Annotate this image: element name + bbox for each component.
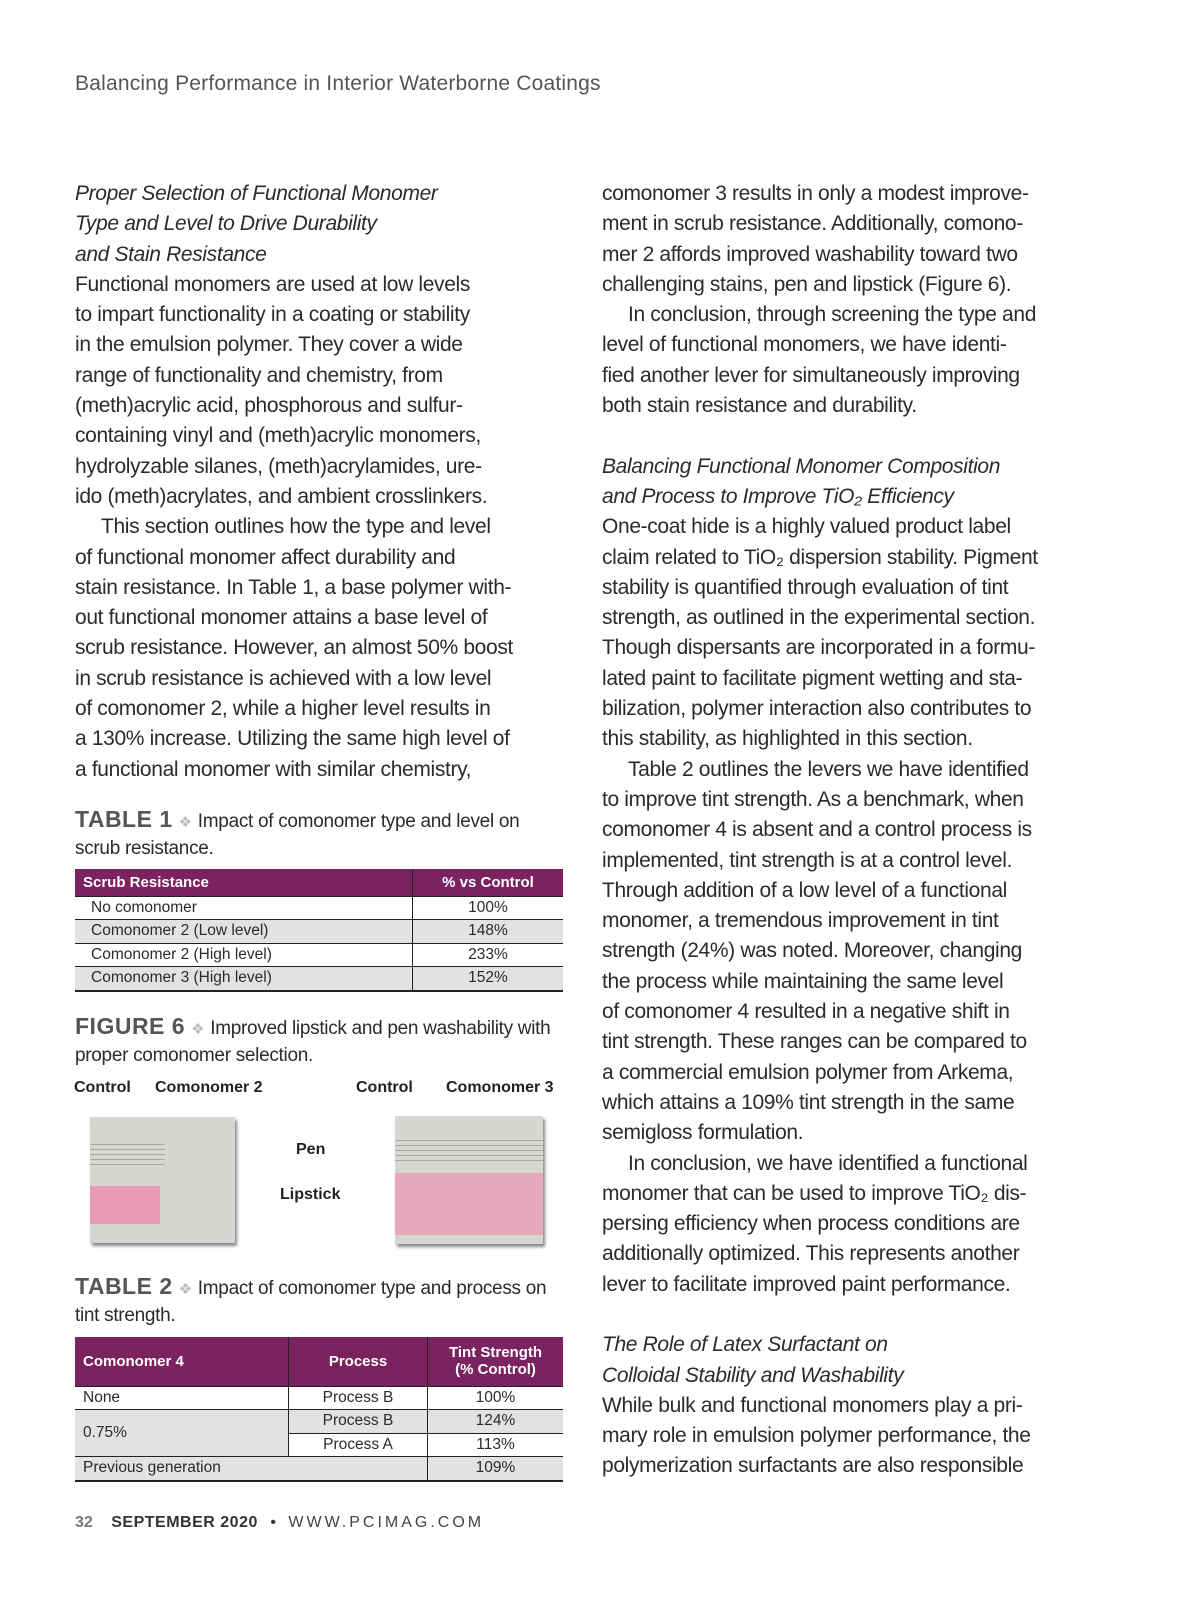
body-text-line: monomer, a tremendous improvement in tint	[602, 909, 999, 933]
body-text-line: mary role in emulsion polymer performance, the	[602, 1424, 1031, 1448]
body-text-line: a commercial emulsion polymer from Arkema,	[602, 1060, 1014, 1084]
body-text-line: persing efficiency when process conditions are	[602, 1212, 1020, 1236]
issue-date: SEPTEMBER 2020	[111, 1514, 258, 1531]
body-text-line: Table 2 outlines the levers we have identified	[628, 757, 1029, 781]
section-heading-line: Colloidal Stability and Washability	[602, 1363, 904, 1387]
table2-header: Comonomer 4	[75, 1337, 289, 1386]
table-row: Comonomer 2 (High level) 233%	[75, 943, 563, 967]
figure6-caption: FIGURE 6 ❖ Improved lipstick and pen washability with proper comonomer selection.	[75, 1013, 551, 1066]
table1	[75, 869, 563, 992]
body-text-line: additionally optimized. This represents another	[602, 1242, 1020, 1266]
body-text-line: Though dispersants are incorporated in a formu-	[602, 636, 1035, 660]
body-text-line: range of functionality and chemistry, from	[75, 363, 443, 387]
right-column	[602, 179, 1092, 1482]
body-text-line: challenging stains, pen and lipstick (Figure 6).	[602, 272, 1012, 296]
section-heading-line: Balancing Functional Monomer Composition	[602, 454, 1001, 478]
stain-test-panel-comonomer3	[395, 1116, 543, 1244]
figure-row-label: Lipstick	[280, 1186, 341, 1203]
body-text-line: This section outlines how the type and level	[101, 515, 491, 539]
figure-label: Control	[74, 1079, 131, 1096]
section-heading-line: and Process to Improve TiO₂ Efficiency	[602, 484, 954, 508]
table2-caption: TABLE 2 ❖ Impact of comonomer type and process on tint strength.	[75, 1273, 547, 1326]
table2-label: TABLE 2	[75, 1273, 173, 1299]
page-number: 32	[75, 1514, 93, 1531]
body-text-line: of comonomer 2, while a higher level results in	[75, 697, 491, 721]
body-text-line: mer 2 affords improved washability toward two	[602, 242, 1018, 266]
body-text-line: scrub resistance. However, an almost 50% boost	[75, 636, 513, 660]
body-text-line: One-coat hide is a highly valued product label	[602, 515, 1011, 539]
body-text-line: this stability, as highlighted in this section.	[602, 727, 973, 751]
table1-label: TABLE 1	[75, 806, 173, 832]
table1-caption: TABLE 1 ❖ Impact of comonomer type and level on scrub resistance.	[75, 806, 520, 859]
body-text-line: semigloss formulation.	[602, 1121, 804, 1145]
diamond-icon: ❖	[178, 1281, 192, 1298]
body-text-line: both stain resistance and durability.	[602, 394, 917, 418]
body-text-line: fied another lever for simultaneously improving	[602, 363, 1020, 387]
figure6-label: FIGURE 6	[75, 1013, 186, 1039]
body-text-line: While bulk and functional monomers play a pri-	[602, 1393, 1023, 1417]
body-text-line: in the emulsion polymer. They cover a wide	[75, 333, 463, 357]
left-column	[75, 179, 565, 785]
body-text-line	[602, 1300, 1092, 1330]
body-text-line: hydrolyzable silanes, (meth)acrylamides, ure-	[75, 454, 482, 478]
figure-label: Control	[356, 1079, 413, 1096]
body-text-line: in scrub resistance is achieved with a low level	[75, 666, 492, 690]
stain-test-panel-comonomer2	[90, 1117, 235, 1243]
body-text-line: ment in scrub resistance. Additionally, comono-	[602, 212, 1023, 236]
table-row: Comonomer 3 (High level) 152%	[75, 967, 563, 991]
body-text-line: lever to facilitate improved paint performance.	[602, 1272, 1011, 1296]
table1-header: % vs Control	[413, 869, 564, 896]
body-text-line: to impart functionality in a coating or stability	[75, 303, 470, 327]
body-text-line: of functional monomer affect durability and	[75, 545, 456, 569]
body-text-line	[602, 421, 1092, 451]
table-row: Comonomer 2 (Low level) 148%	[75, 920, 563, 944]
body-text-line: monomer that can be used to improve TiO₂ dis-	[602, 1181, 1027, 1205]
body-text-line: comonomer 3 results in only a modest improve-	[602, 182, 1029, 205]
body-text-line: stability is quantified through evaluation of tint	[602, 575, 1009, 599]
diamond-icon: ❖	[178, 814, 192, 831]
body-text-line: containing vinyl and (meth)acrylic monomers,	[75, 424, 481, 448]
table-row: Previous generation 109%	[75, 1457, 563, 1481]
figure-label: Comonomer 3	[446, 1079, 554, 1096]
body-text-line: out functional monomer attains a base level of	[75, 606, 488, 630]
body-text-line: a 130% increase. Utilizing the same high level of	[75, 727, 510, 751]
body-text-line: Functional monomers are used at low levels	[75, 272, 470, 296]
body-text-line: a functional monomer with similar chemistry,	[75, 757, 472, 781]
figure-label: Comonomer 2	[155, 1079, 263, 1096]
section-heading-line: The Role of Latex Surfactant on	[602, 1333, 888, 1357]
body-text-line: strength, as outlined in the experimental section.	[602, 606, 1036, 630]
body-text-line: (meth)acrylic acid, phosphorous and sulfur-	[75, 394, 463, 418]
table-row: No comonomer 100%	[75, 896, 563, 920]
body-text-line: of comonomer 4 resulted in a negative shift in	[602, 1000, 1010, 1024]
table1-header: Scrub Resistance	[75, 869, 413, 896]
body-text-line: level of functional monomers, we have identi-	[602, 333, 1007, 357]
body-text-line: tint strength. These ranges can be compared to	[602, 1030, 1027, 1054]
running-head: Balancing Performance in Interior Waterborne Coatings	[75, 72, 601, 95]
body-text-line: In conclusion, we have identified a functional	[628, 1151, 1028, 1175]
body-text-line: polymerization surfactants are also responsible	[602, 1454, 1024, 1478]
section-heading-line: and Stain Resistance	[75, 242, 267, 266]
section-heading-line: Type and Level to Drive Durability	[75, 212, 377, 236]
website-link[interactable]: WWW.PCIMAG.COM	[288, 1514, 485, 1531]
body-text-line: which attains a 109% tint strength in the same	[602, 1090, 1015, 1114]
body-text-line: In conclusion, through screening the type and	[628, 303, 1037, 327]
body-text-line: ido (meth)acrylates, and ambient crosslinkers.	[75, 484, 488, 508]
body-text-line: to improve tint strength. As a benchmark, when	[602, 787, 1024, 811]
table2	[75, 1337, 563, 1482]
table-row: Process A 113%	[75, 1433, 563, 1457]
page-footer: 32 SEPTEMBER 2020 • WWW.PCIMAG.COM	[75, 1514, 485, 1531]
body-text-line: stain resistance. In Table 1, a base polymer with-	[75, 575, 512, 599]
body-text-line: lated paint to facilitate pigment wetting and sta-	[602, 666, 1023, 690]
body-text-line: claim related to TiO₂ dispersion stability. Pigment	[602, 545, 1038, 569]
figure-row-label: Pen	[296, 1141, 326, 1158]
body-text-line: strength (24%) was noted. Moreover, changing	[602, 939, 1023, 963]
table-row: None Process B 100%	[75, 1386, 563, 1410]
section-heading-line: Proper Selection of Functional Monomer	[75, 182, 438, 205]
table2-header: Tint Strength (% Control)	[428, 1337, 564, 1386]
body-text-line: the process while maintaining the same level	[602, 969, 1004, 993]
body-text-line: bilization, polymer interaction also contributes to	[602, 697, 1032, 721]
table-row: 0.75% Process B 124%	[75, 1410, 563, 1434]
table2-header: Process	[289, 1337, 428, 1386]
body-text-line: comonomer 4 is absent and a control process is	[602, 818, 1032, 842]
diamond-icon: ❖	[191, 1021, 205, 1038]
body-text-line: implemented, tint strength is at a control level.	[602, 848, 1013, 872]
body-text-line: Through addition of a low level of a functional	[602, 878, 1007, 902]
